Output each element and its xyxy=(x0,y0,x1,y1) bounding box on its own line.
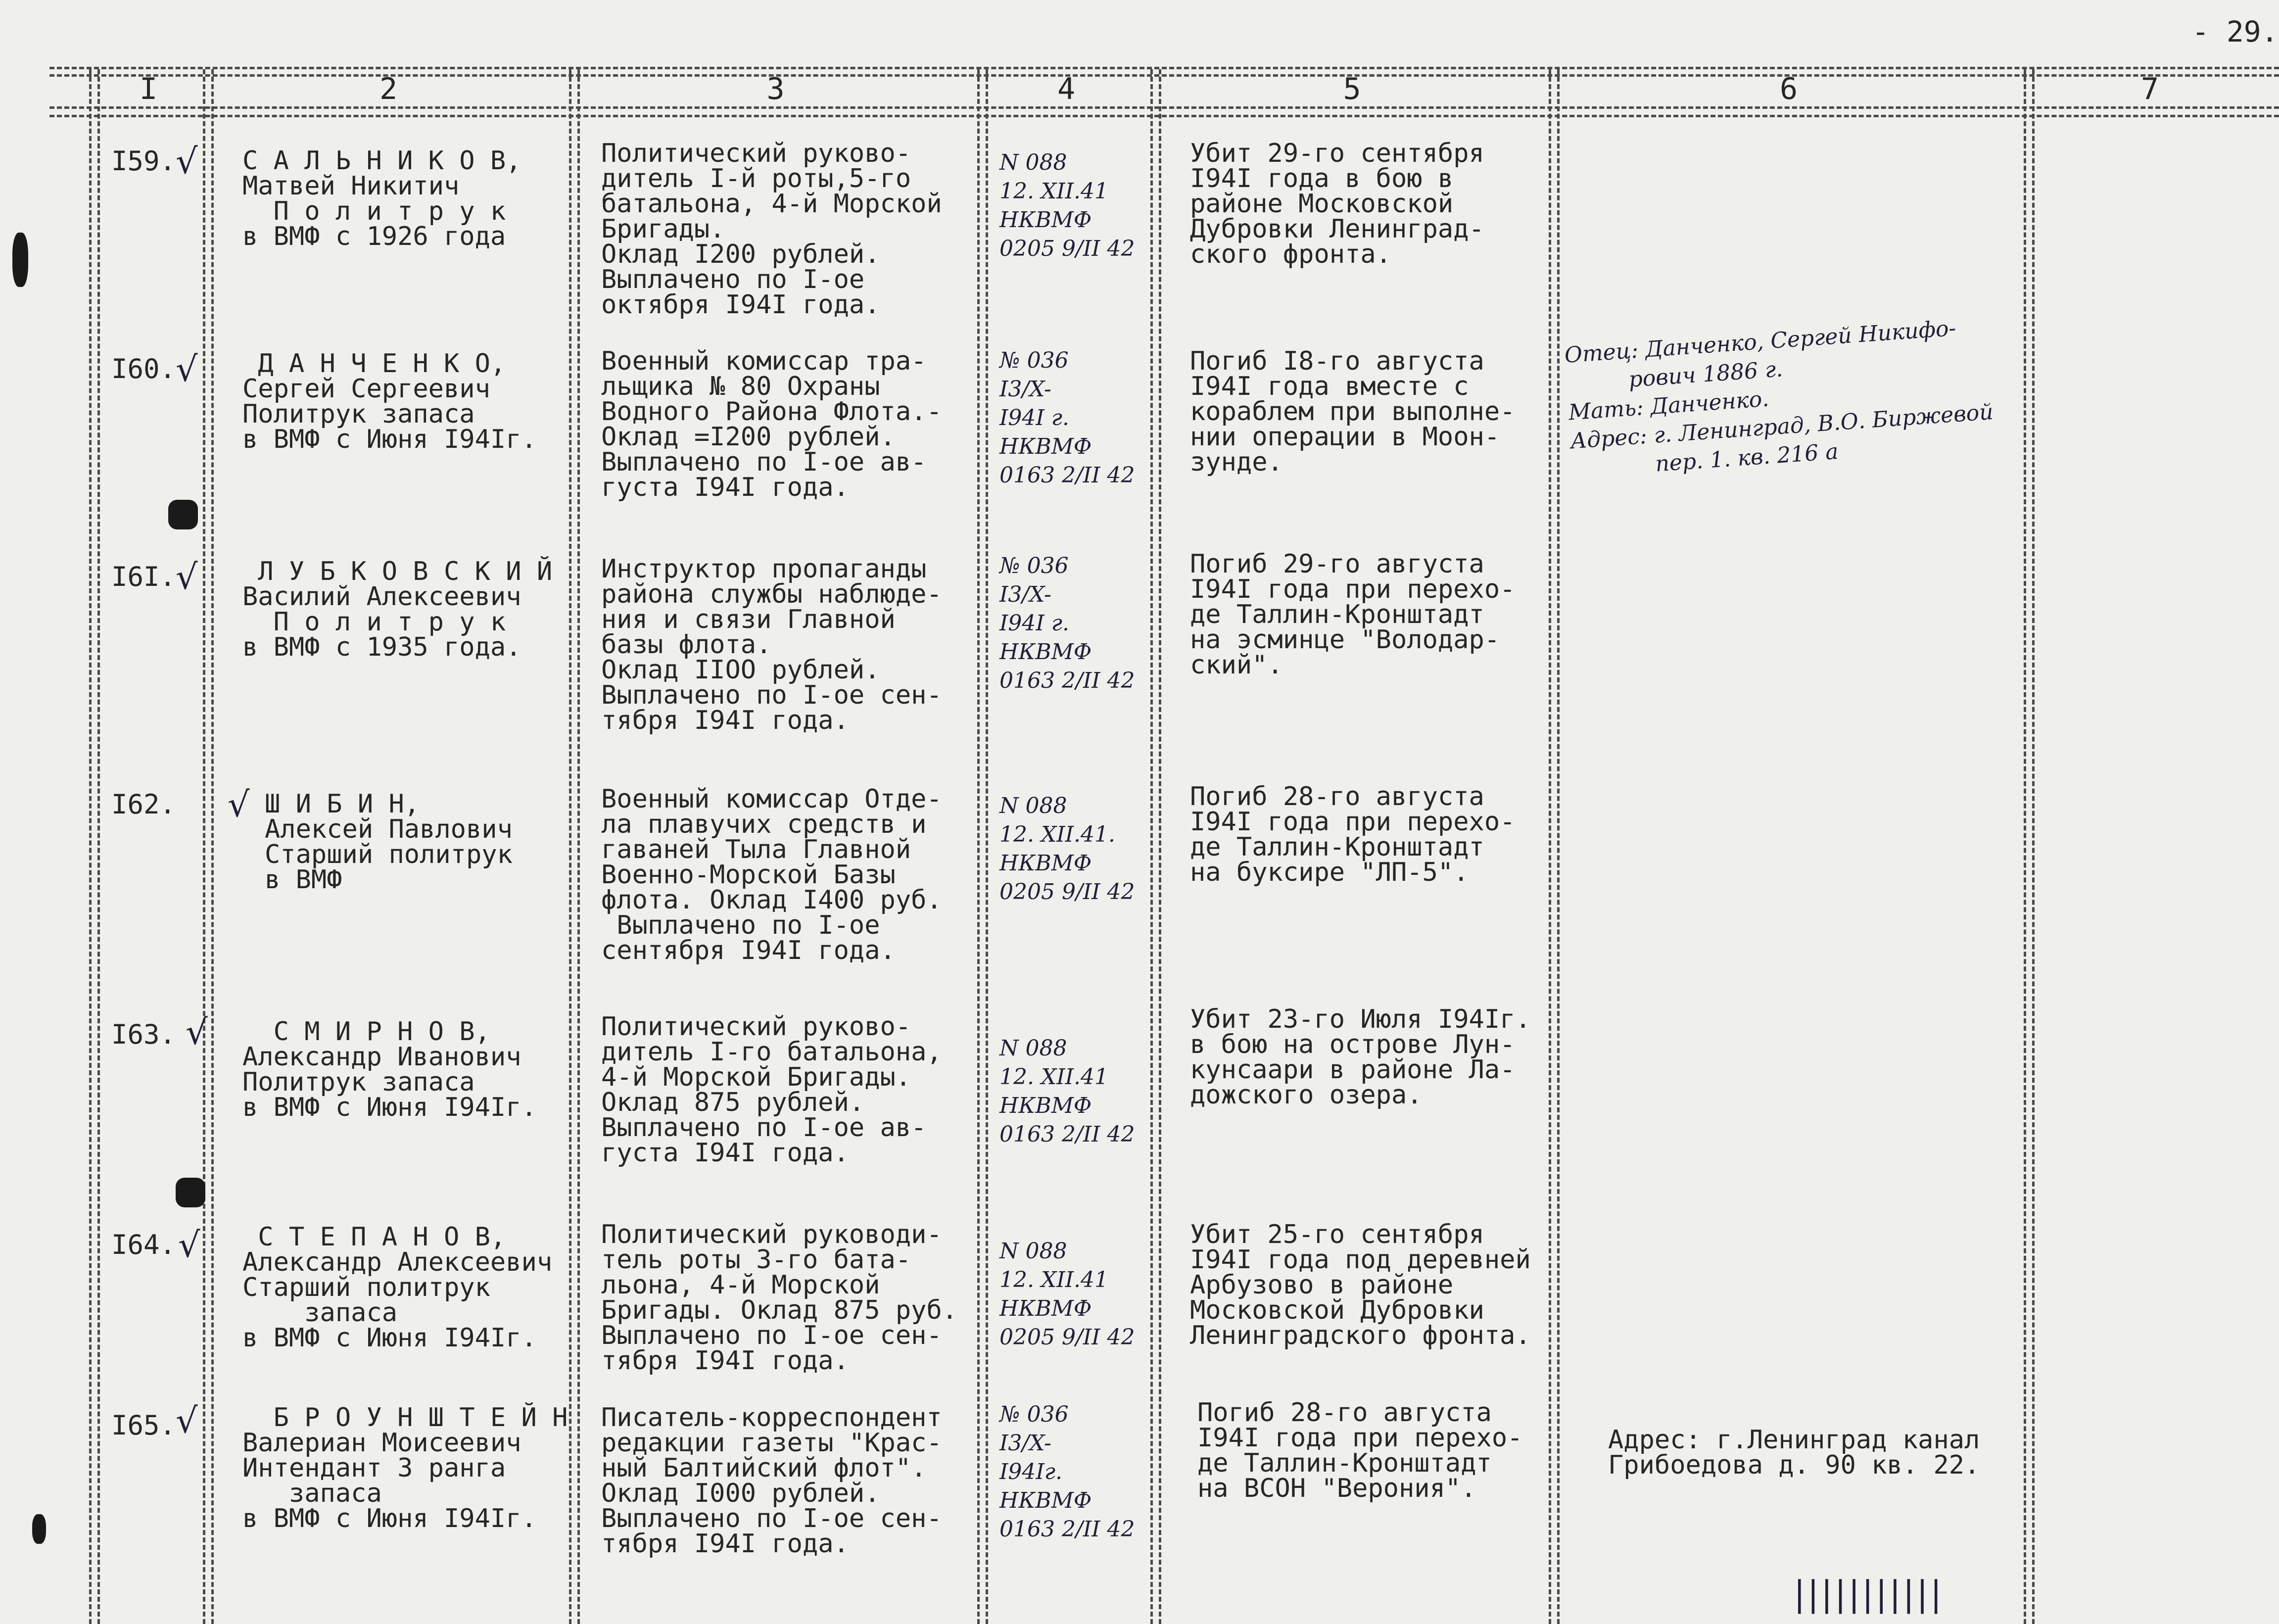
order-reference: № 036 I3/X- I94I г. НКВМФ 0163 2/II 42 xyxy=(999,553,1135,693)
fate-info: Погиб 29-го августа I94I года при перехо- де Таллин-Кронштадт на эсминце "Володар- ский". xyxy=(1190,549,1516,680)
fate-info: Погиб 28-го августа I94I года при перехо- де Таллин-Кронштадт на ВСОН "Верония". xyxy=(1197,1398,1523,1503)
column-divider xyxy=(569,69,571,1624)
record-number: I65. xyxy=(111,1410,176,1441)
scan-mark xyxy=(32,1514,46,1544)
post-info: Инструктор пропаганды района службы наблюде- ния и связи Главной базы флота. Оклад IIOO рублей. Выплачено по I-ое сен- тября I94I года. xyxy=(601,554,942,735)
person-info: Л У Б К О В С К И Й Василий Алексеевич П о л и т р у к в ВМФ с 1935 года. xyxy=(242,557,553,662)
checkmark-icon: √ xyxy=(228,784,250,825)
post-info: Политический руково- дитель I-го батальона, 4-й Морской Бригады. Оклад 875 рублей. Выплачено по I-ое ав- густа I94I года. xyxy=(601,1012,942,1168)
order-reference: N 088 12. XII.41 НКВМФ 0205 9/II 42 xyxy=(999,1239,1135,1350)
column-header: 4 xyxy=(1057,72,1076,106)
checkmark-icon: √ xyxy=(176,141,198,182)
person-info: Ш И Б И Н, Алексей Павлович Старший политрук в ВМФ xyxy=(265,789,513,895)
record-number: I59. xyxy=(111,145,176,177)
column-divider xyxy=(89,69,92,1624)
fate-info: Убит 23-го Июля I94Iг. в бою на острове Лун- кунсаари в районе Ла- дожского озера. xyxy=(1190,1004,1531,1110)
scan-mark xyxy=(168,500,198,529)
fate-info: Погиб 28-го августа I94I года при перехо- де Таллин-Кронштадт на буксире "ЛП-5". xyxy=(1190,782,1516,887)
column-header: 2 xyxy=(379,72,398,106)
header-rule-inner xyxy=(49,115,2279,117)
column-header: 6 xyxy=(1779,72,1798,106)
column-header: 7 xyxy=(2140,72,2159,106)
fate-info: Убит 25-го сентября I94I года под деревней Арбузово в районе Московской Дубровки Ленинградского фронта. xyxy=(1190,1220,1531,1350)
checkmark-icon: √ xyxy=(176,349,198,389)
order-reference: N 088 12. XII.41 НКВМФ 0163 2/II 42 xyxy=(999,1036,1135,1147)
checkmark-icon: √ xyxy=(176,557,198,597)
person-info: С М И Р Н О В, Александр Иванович Политрук запаса в ВМФ с Июня I94Iг. xyxy=(242,1017,537,1122)
column-divider xyxy=(977,69,980,1624)
person-info: Д А Н Ч Е Н К О, Сергей Сергеевич Политрук запаса в ВМФ с Июня I94Iг. xyxy=(242,349,537,454)
scan-mark xyxy=(176,1178,205,1207)
scan-mark xyxy=(12,233,28,287)
fate-info: Погиб I8-го августа I94I года вместе с кораблем при выполне- нии операции в Моон- зунде. xyxy=(1190,346,1516,477)
post-info: Политический руководи- тель роты 3-го бата- льона, 4-й Морской Бригады. Оклад 875 руб. Выплачено по I-ое сен- тября I94I года. xyxy=(601,1220,958,1376)
checkmark-icon: √ xyxy=(186,1012,208,1052)
person-info: С Т Е П А Н О В, Александр Алексеевич Старший политрук запаса в ВМФ с Июня I94Iг. xyxy=(242,1222,553,1353)
checkmark-icon: √ xyxy=(176,1400,198,1441)
record-number: I64. xyxy=(111,1229,176,1260)
address-note: Адрес: г.Ленинград канал Грибоедова д. 90 кв. 22. xyxy=(1608,1425,1980,1480)
record-number: I63. xyxy=(111,1019,176,1050)
column-divider xyxy=(1549,69,1551,1624)
column-divider xyxy=(2024,69,2026,1624)
fate-info: Убит 29-го сентября I94I года в бою в районе Московской Дубровки Ленинград- ского фронта. xyxy=(1190,139,1484,269)
column-divider xyxy=(1150,69,1153,1624)
post-info: Военный комиссар тра- льщика № 80 Охраны Водного Района Флота.- Оклад =I200 рублей. Выплачено по I-ое ав- густа I94I года. xyxy=(601,346,942,502)
order-reference: № 036 I3/X- I94Iг. НКВМФ 0163 2/II 42 xyxy=(999,1402,1135,1542)
post-info: Военный комиссар Отде- ла плавучих средств и гаваней Тыла Главной Военно-Морской Базы флота. Оклад I400 руб. Выплачено по I-ое сентября I94I года. xyxy=(601,784,942,965)
checkmark-icon: √ xyxy=(178,1225,200,1265)
person-info: С А Л Ь Н И К О В, Матвей Никитич П о л и т р у к в ВМФ с 1926 года xyxy=(242,146,522,251)
column-header: 3 xyxy=(766,72,785,106)
order-reference: N 088 12. XII.41 НКВМФ 0205 9/II 42 xyxy=(999,150,1135,261)
tally-marks: ||||||||||| xyxy=(1794,1574,1944,1614)
column-divider xyxy=(203,69,205,1624)
person-info: Б Р О У Н Ш Т Е Й Н Валериан Моисеевич Интендант 3 ранга запаса в ВМФ с Июня I94Iг. xyxy=(242,1403,568,1533)
relatives-note: Отец: Данченко, Сергей Никифо- рович 1886 г. Мать: Данченко. Адрес: г. Ленинград, В.О. Биржевой пер. 1. кв. 216 а xyxy=(1564,315,1994,483)
page-number: - 29. xyxy=(2192,15,2279,48)
order-reference: N 088 12. XII.41. НКВМФ 0205 9/II 42 xyxy=(999,793,1135,905)
order-reference: № 036 I3/X- I94I г. НКВМФ 0163 2/II 42 xyxy=(999,348,1135,488)
column-header: I xyxy=(139,72,158,106)
post-info: Политический руково- дитель I-й роты,5-го батальона, 4-й Морской Бригады. Оклад I200 рублей. Выплачено по I-ое октября I94I года. xyxy=(601,139,942,320)
record-number: I62. xyxy=(111,789,176,820)
record-number: I60. xyxy=(111,353,176,384)
post-info: Писатель-корреспондент редакции газеты "Крас- ный Балтийский флот". Оклад I000 рублей. Выплачено по I-ое сен- тября I94I года. xyxy=(601,1403,942,1559)
record-number: I6I. xyxy=(111,561,176,592)
column-header: 5 xyxy=(1343,72,1361,106)
